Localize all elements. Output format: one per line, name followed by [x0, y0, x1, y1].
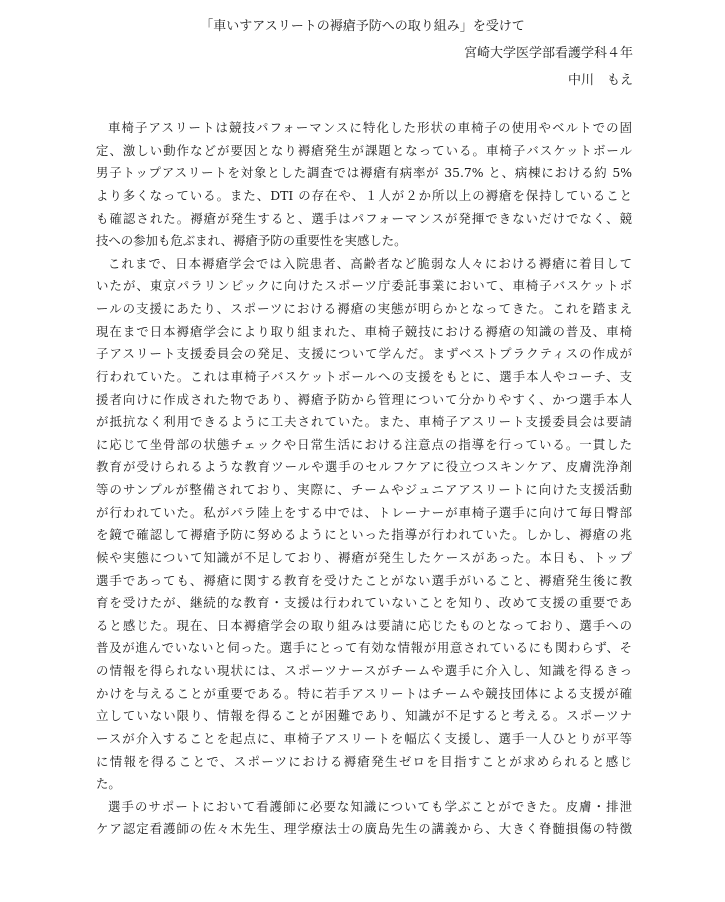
- paragraph: [96, 117, 632, 253]
- author-affiliation: 宮崎大学医学部看護学科４年: [463, 46, 633, 61]
- paragraph-line: 男子トップアスリートを対象とした調査では褥瘡有病率が 35.7% と、病棟における約 5%: [96, 165, 632, 181]
- paragraph-line: ースが介入することを起点に、車椅子アスリートを幅広く支援し、選手一人ひとりが平等: [96, 730, 632, 746]
- paragraph-line: これまで、日本褥瘡学会では入院患者、高齢者など脆弱な人々における褥瘡に着目して: [108, 255, 632, 271]
- paragraph-line: た。: [96, 776, 121, 792]
- paragraph-line: 育を受けたが、継続的な教育・支援は行われていないことを知り、改めて支援の重要であ: [96, 595, 632, 611]
- paragraph-line: が抵抗なく利用できるように工夫されていた。また、車椅子アスリート支援委員会は要請: [96, 414, 632, 430]
- paragraph-line: より多くなっている。また、DTI の存在や、１人が２か所以上の褥瘡を保持していること: [96, 187, 632, 203]
- paragraph: [96, 796, 632, 841]
- paragraph-line: 普及が進んでいないと伺った。選手にとって有効な情報が用意されているにも関わらず、そ: [96, 640, 632, 656]
- document-body: [96, 117, 632, 841]
- paragraph-line: に情報を得ることで、スポーツにおける褥瘡発生ゼロを目指すことが求められると感じ: [96, 753, 632, 769]
- paragraph-line: も確認された。褥瘡が発生すると、選手はパフォーマンスが発揮できないだけでなく、競: [96, 210, 632, 226]
- paragraph-line: ールの支援にあたり、スポーツにおける褥瘡の実態が明らかとなってきた。これを踏まえ: [96, 301, 632, 316]
- paragraph-line: 子アスリート支援委員会の発足、支援について学んだ。まずベストプラクティスの作成が: [96, 346, 632, 362]
- paragraph-line: 定、激しい動作などが要因となり褥瘡発生が課題となっている。車椅子バスケットボール: [96, 142, 632, 158]
- paragraph-line: かけを与えることが重要である。特に若手アスリートはチームや競技団体による支援が確: [96, 685, 632, 701]
- paragraph-line: の情報を得られない現状には、スポーツナースがチームや選手に介入し、知識を得るきっ: [96, 663, 632, 678]
- paragraph-line: 車椅子アスリートは競技パフォーマンスに特化した形状の車椅子の使用やベルトでの固: [108, 120, 632, 135]
- paragraph-line: 技への参加も危ぶまれ、褥瘡予防の重要性を実感した。: [96, 233, 407, 249]
- paragraph-line: 立していない限り、情報を得ることが困難であり、知識が不足すると考える。スポーツナ: [96, 708, 632, 724]
- paragraph-line: 選手であっても、褥瘡に関する教育を受けたことがない選手がいること、褥瘡発生後に教: [96, 572, 632, 588]
- paragraph-line: 現在まで日本褥瘡学会により取り組まれた、車椅子競技における褥瘡の知識の普及、車椅: [96, 323, 632, 339]
- author-name: 中川 もえ: [567, 73, 633, 88]
- paragraph-line: 行われていた。これは車椅子バスケットボールへの支援をもとに、選手本人やコーチ、支: [96, 368, 632, 384]
- paragraph-line: 等のサンプルが整備されており、実際に、チームやジュニアアスリートに向けた支援活動: [96, 482, 632, 497]
- paragraph-line: に応じて坐骨部の状態チェックや日常生活における注意点の指導を行っている。一貫した: [96, 436, 632, 452]
- paragraph-line: ると感じた。現在、日本褥瘡学会の取り組みは要請に応じたものとなっており、選手への: [96, 617, 632, 633]
- paragraph-line: が行われていた。私がパラ陸上をする中では、トレーナーが車椅子選手に向けて毎日臀部: [96, 504, 632, 520]
- paragraph-line: 選手のサポートにおいて看護師に必要な知識についても学ぶことができた。皮膚・排泄: [108, 798, 632, 814]
- paragraph-line: 教育が受けられるような教育ツールや選手のセルフケアに役立つスキンケア、皮膚洗浄剤: [96, 459, 632, 475]
- paragraph-line: 候や実態について知識が不足しており、褥瘡が発生したケースがあった。本日も、トップ: [96, 549, 632, 565]
- paragraph-line: ケア認定看護師の佐々木先生、理学療法士の廣島先生の講義から、大きく脊髄損傷の特徴: [96, 821, 632, 837]
- document-title: 「車いすアスリートの褥瘡予防への取り組み」を受けて: [200, 19, 525, 34]
- paragraph: [96, 253, 632, 796]
- paragraph-line: 援者向けに作成された物であり、褥瘡予防から管理について分かりやすく、かつ選手本人: [96, 391, 632, 407]
- paragraph-line: いたが、東京パラリンピックに向けたスポーツ庁委託事業において、車椅子バスケットボ: [96, 278, 632, 294]
- paragraph-line: を鏡で確認して褥瘡予防に努めるようにといった指導が行われていた。しかし、褥瘡の兆: [96, 527, 632, 543]
